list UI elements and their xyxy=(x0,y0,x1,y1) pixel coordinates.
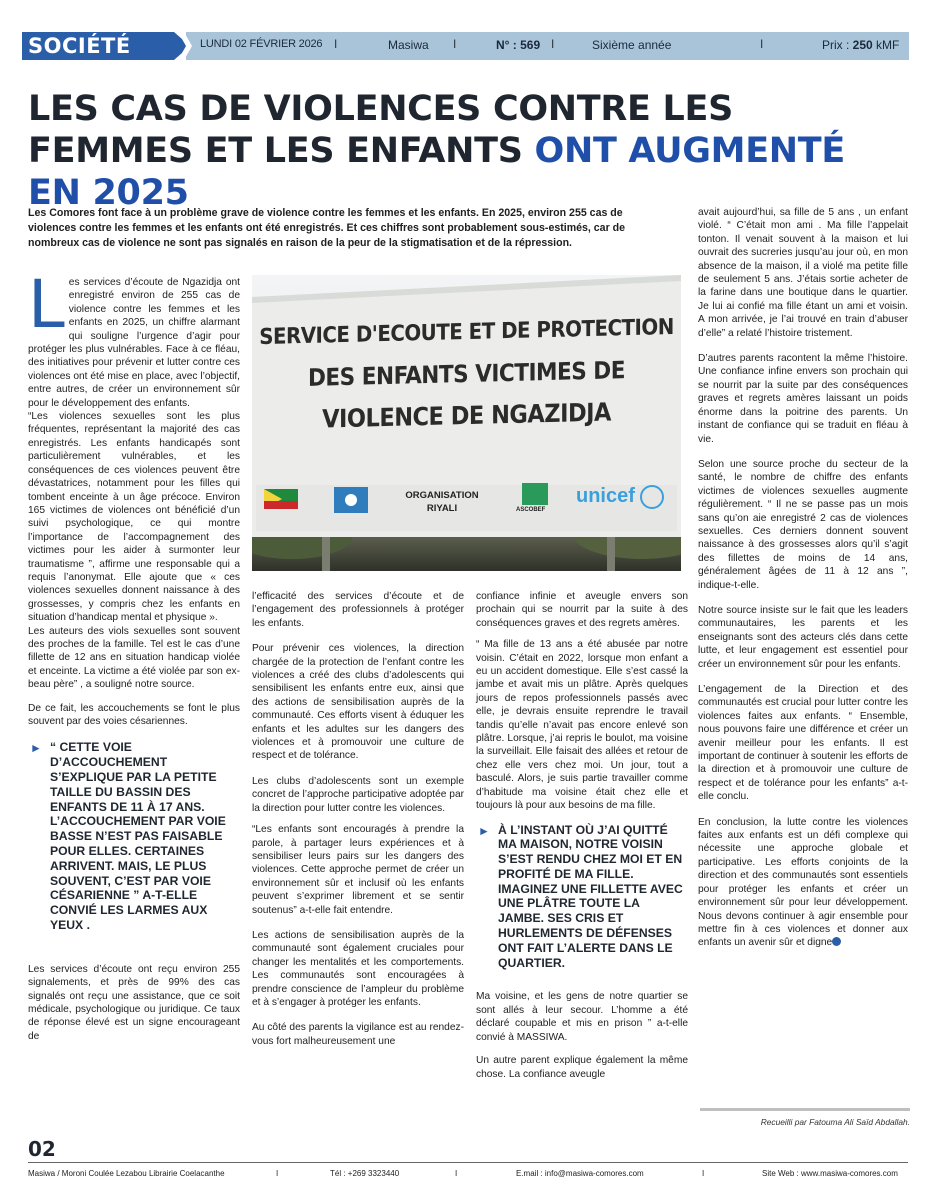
paragraph: avait aujourd’hui, sa fille de 5 ans , un enfant violé. “ C’était mon ami . Ma fille l’appelait tonton. Il venait souvent à la maison et lui ouvrait des sucreries jusqu’au jour où, en mon absence de la maison, il a violé ma petite fille de seulement 5 ans. J’étais sortie acheter de la farine dans une boutique dans le quartier. Je lui ai confié ma fille étant un ami et voisin. A mon arrivée, je l’ai trouvé en train d’abuser d’elle” a relaté l’histoire tristement. xyxy=(698,207,908,339)
paragraph: Notre source insiste sur le fait que les leaders communautaires, les parents et les enseignants sont des acteurs clés dans cette lutte, et leur engagement est essentiel pour créer un environnement sûr pour les enfants. xyxy=(698,604,908,670)
paragraph: En conclusion, la lutte contre les violences faites aux enfants est un défi complexe qui nécessite une approche globale et participative. Les efforts conjoints de la direction et des communautés sont essentiels pour protéger les enfants et créer un environnement sûr pour leur développement. Nous devons continuer à agir ensemble pour mettre fin à ces violences et donner aux enfants un avenir sûr et digne xyxy=(698,816,908,949)
paragraph: Les clubs d’adolescents sont un exemple concret de l’approche participative adoptée par la direction pour lutter contre les violences. xyxy=(252,775,464,814)
paragraph: Les services d’écoute ont reçu environ 255 signalements, et près de 99% des cas signalés ont reçu une assistance, que ce soit médicale, psychologique ou juridique. Ce taux de réponse élevé est un signe encourageant de xyxy=(28,963,240,1042)
page-number: 02 xyxy=(28,1137,56,1161)
article-credit: Recueilli par Fatouma Ali Saïd Abdallah. xyxy=(700,1108,910,1127)
footer-website[interactable]: Site Web : www.masiwa-comores.com xyxy=(762,1169,898,1178)
ascobef-label: ASCOBEF xyxy=(516,507,546,513)
paragraph: Selon une source proche du secteur de la santé, le nombre de chiffre des enfants victimes de violences sexuelles augmente régulièrement. “ Il ne se passe pas un mois sans qu’on aie enregistré 2 cas de violences sexuelles. Ces derniers donnent souvent naissance à des grossesses alors qu’il s’agit des fillettes de moins de 14 ans, généralement âgées de 11 à 12 ans ”, indique-t-elle. xyxy=(698,458,908,591)
header-separator: I xyxy=(551,37,555,51)
footer-email[interactable]: E.mail : info@masiwa-comores.com xyxy=(516,1169,644,1178)
issue-number: N° : 569 xyxy=(496,38,541,52)
footer-separator: I xyxy=(702,1169,705,1178)
paragraph: Au côté des parents la vigilance est au rendez-vous fort malheureusement une xyxy=(252,1022,464,1047)
year-label: Sixième année xyxy=(592,38,672,52)
footer-separator: I xyxy=(455,1169,458,1178)
header-separator: I xyxy=(453,37,457,51)
footer-divider xyxy=(28,1162,908,1163)
end-mark-icon xyxy=(832,937,841,946)
footer-address: Masiwa / Moroni Coulée Lezabou Librairie Coelacanthe xyxy=(28,1169,225,1178)
paragraph: Un autre parent explique également la même chose. La confiance aveugle xyxy=(476,1055,688,1080)
paragraph: l’efficacité des services d’écoute et de l’engagement des professionnels à protéger les enfants. xyxy=(252,591,464,629)
paragraph: “ Ma fille de 13 ans a été abusée par notre voisin. C’était en 2022, lorsque mon enfant a eu un accident domestique. Elle s’est cassé la jambe et avait mis un plâtre. Après quelques jours de repos professionnels passés avec elle, je devrais ensuite reprendre le travail tandis qu’elle n’avait pas encore enlevé son plâtre. Lorsque, j’ai repris le boulot, ma voisine la surveillait. Elle faisait des allées et retour de chez elle vers chez moi. Un jour, tout a basculé. Alors, je suis partie travailler comme d’habitude ma voisine était chez elle et toujours là pour aux besoins de ma fille. xyxy=(476,639,688,812)
paragraph: confiance infinie et aveugle envers son prochain qui se nourrit par la suite à des conséquences graves et des regrets amères. xyxy=(476,591,688,629)
paragraph: Les actions de sensibilisation auprès de la communauté sont également cruciales pour changer les mentalités et les comportements. Les communautés sont encouragées à prendre conscience de l’ampleur du problème et à s’engager à protéger les enfants. xyxy=(252,929,464,1008)
article-title: LES CAS DE VIOLENCES CONTRE LES FEMMES ET LES ENFANTS ONT AUGMENTÉ EN 2025 xyxy=(28,89,845,213)
footer-phone: Tél : +269 3323440 xyxy=(330,1169,400,1178)
header-separator: I xyxy=(334,37,338,51)
quote-arrow-icon: ► xyxy=(478,823,490,838)
title-accent: ONT AUGMENTÉ EN 2025 xyxy=(28,131,845,213)
footer-separator: I xyxy=(276,1169,279,1178)
rubric-label: SOCIÉTÉ xyxy=(28,34,131,58)
column-1: Les services d’écoute de Ngazidja ont enregistré environ de 255 cas de violence contre les femmes et les enfants en 2025, un chiffre alarmant qui souligne l’urgence d’agir pour protéger les plus vulnérables. Face à ce fléau, des initiatives pour prévenir et lutter contre ces violences ont été mise en place, avec l’objectif, entre autres, de créer un environnement sûr pour le développement des enfants. “Les violences sexuelles sont les plus fréquentes, représentant la majorité des cas enregistrés. Les enfants handicapés sont particulièrement vulnérables, et les conséquences de ces violences peuvent être dévastatrices, notamment pour les filles qui tombent enceinte à un âge précoce. Environ 165 victimes de violences ont bénéficié d’un suivi psychologique, ce qui montre l’importance de l’accompagnement des victimes pour les aider à surmonter leur traumatisme ”, affirme une responsable qui a requis l’anonymat. Elle ajoute que « ces violences sexuelles donnent naissance à des grossesses, y compris chez les enfants en situation d’handicap mental et physique ». Les auteurs des viols sexuelles sont souvent des proches de la famille. Tel est le cas d’une fillette de 12 ans en situation handicap violée et enceinte. La victime a été violée par son ex-beau père” , a souligné notre source. De ce fait, les accouchements se font le plus souvent par des voies césariennes. ► “ CETTE VOIE D’ACCOUCHEMENT S’EXPLIQUE PAR LA PETITE TAILLE DU BASSIN DES ENFANTS DE 11 À 17 ANS. L’ACCOUCHEMENT PAR VOIE BASSE N’EST PAS FAISABLE POUR ELLES. CERTAINES ARRIVENT. MAIS, LE PLUS SOUVENT, C’EST PAR VOIE CÉSARIENNE ” A-T-ELLE CONVIÉ LES LARMES AUX YEUX . Les services d’écoute ont reçu environ 255 signalements, et près de 99% des cas signalés ont reçu une assistance, que ce soit médicale, psychologique ou juridique. Ce taux de réponse élevé est un signe encourageant de xyxy=(28,266,240,1042)
sign-org-name: ORGANISATION RIYALI xyxy=(405,490,479,514)
paragraph: L’engagement de la Direction et des communautés est crucial pour lutter contre les violences faites aux enfants. “ Ensemble, nous pouvons faire une différence et créer un avenir meilleur pour les enfants. Il est important de continuer à soutenir les efforts de la direction et à promouvoir une culture de respect et de tolérance pour les enfants” a-t-elle conclu. xyxy=(698,684,908,803)
unicef-logo-text: unicef xyxy=(576,485,635,507)
price: Prix : 250 kMF xyxy=(822,38,900,52)
paragraph: D’autres parents racontent la même l’histoire. Une confiance infine envers son prochain qui se nourrit par la suite par des conséquences graves et regrets amères laissant un poids énorme dans la poitrine des parents. Un instant de confiance qui se traduit en fléau à vie. xyxy=(698,353,908,445)
sign-text: SERVICE D'ECOUTE ET DE PROTECTION DES ENFANTS VICTIMES DE VIOLENCE DE NGAZIDJA xyxy=(259,314,674,434)
article-lead: Les Comores font face à un problème grave de violence contre les femmes et les enfants. En 2025, environ 255 cas de violences contre les femmes et les enfants ont été enregistrés. Et ces chiffres sont probablement sous-estimés, car de nombreux cas de violence ne sont pas signalés en raison de la peur de la stigmatisation et de la répression. xyxy=(28,207,625,249)
issue-date: LUNDI 02 FÉVRIER 2026 xyxy=(200,38,323,50)
pull-quote: ► “ CETTE VOIE D’ACCOUCHEMENT S’EXPLIQUE PAR LA PETITE TAILLE DU BASSIN DES ENFANTS DE 11 À 17 ANS. L’ACCOUCHEMENT PAR VOIE BASSE N’EST PAS FAISABLE POUR ELLES. CERTAINES ARRIVENT. MAIS, LE PLUS SOUVENT, C’EST PAR VOIE CÉSARIENNE ” A-T-ELLE CONVIÉ LES LARMES AUX YEUX . xyxy=(30,740,226,932)
column-4 xyxy=(698,206,908,958)
paragraph: Ma voisine, et les gens de notre quartier se sont allés à leur secour. L’homme a été déclaré coupable et mis en prison ” a-t-elle convié à MASSIWA. xyxy=(476,991,688,1043)
quote-arrow-icon: ► xyxy=(30,741,42,756)
paragraph: Pour prévenir ces violences, la direction chargée de la protection de l’enfant contre les violences a créé des clubs d’adolescents qui sensibilisent les enfants entre eux, ainsi que des actions de sensibilisation auprès de la communauté. Ces efforts visent à éduquer les enfants et les adultes sur les dangers des violences et à promouvoir une culture de respect et de tolérance. xyxy=(252,643,464,762)
drop-cap: L xyxy=(28,266,65,343)
rubric-tab xyxy=(22,32,192,60)
article-photo xyxy=(252,275,681,571)
paragraph: De ce fait, les accouchements se font le plus souvent par des voies césariennes. xyxy=(28,702,240,727)
paper-name: Masiwa xyxy=(388,38,429,52)
column-3 xyxy=(476,590,688,1089)
paragraph: “Les enfants sont encouragés à prendre la parole, à partager leurs expériences et à sensibiliser leurs pairs sur les dangers des violences. Cette approche permet de créer un environnement sûr et inclusif où les enfants peuvent s’exprimer librement et se sentir soutenus” a-t-elle fait entendre. xyxy=(252,824,464,916)
column-2 xyxy=(252,590,464,1056)
header-separator: I xyxy=(760,37,764,51)
pull-quote: ► À L’INSTANT OÙ J’AI QUITTÉ MA MAISON, NOTRE VOISIN S’EST RENDU CHEZ MOI ET EN PROFITÉ DE MA FILLE. IMAGINEZ UNE FILLETTE AVEC UNE PLÂTRE TOUTE LA JAMBE. SES CRIS ET HURLEMENTS DE DÉFENSES ONT FAIT L’ALERTE DANS LE QUARTIER. xyxy=(478,822,683,970)
